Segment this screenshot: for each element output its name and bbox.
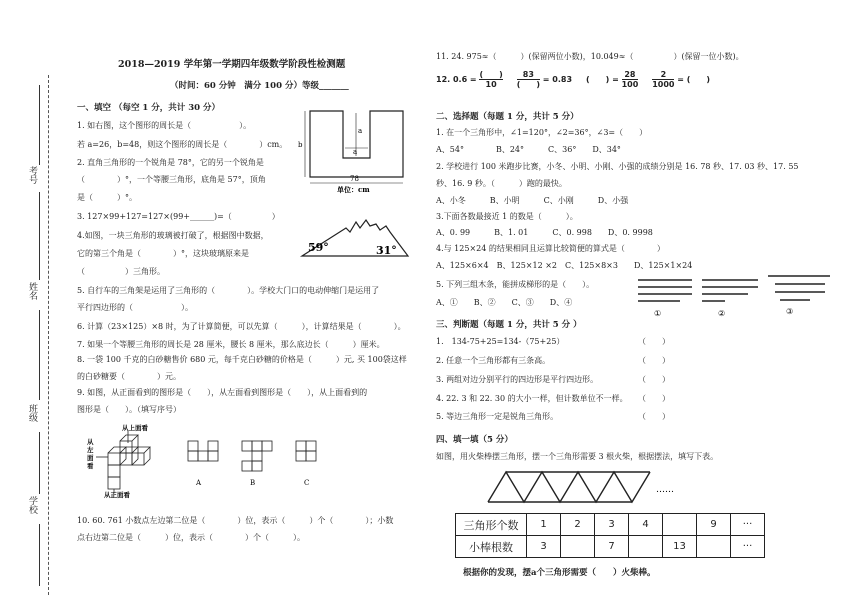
fig3-option-c: C <box>304 479 310 487</box>
q11-line: 11. 24. 975≈（ ）(保留两位小数)，10.049≈（ ）(保留一位小数)。 <box>436 52 744 61</box>
section-4-title: 四、填一填（5 分） <box>436 435 513 445</box>
s5-options: A、① B、② C、③ D、④ <box>436 298 573 307</box>
table-row2-label: 小棒根数 <box>456 536 527 558</box>
fig1-unit-label: 单位：cm <box>337 185 370 194</box>
table-row <box>456 514 765 536</box>
matchstick-triangles <box>480 466 680 508</box>
s1-question: 1. 在一个三角形中，∠1=120°，∠2=36°，∠3=（ ） <box>436 128 648 137</box>
q12-b-num: 83 <box>517 70 540 80</box>
q10-line1: 10. 60. 761 小数点左边第二位是（ ）位，表示（ ）个（ ）；小数 <box>77 516 394 525</box>
stick-group-1-label: ① <box>654 309 662 318</box>
matchstick-ellipsis: …… <box>656 485 674 495</box>
q12-c-left: ( ) = <box>585 75 619 84</box>
fig1-width-label: 78 <box>350 175 359 183</box>
q2-line3: 是（ ）°。 <box>77 193 137 202</box>
j1-answer-box: （ ） <box>638 337 670 346</box>
q4-line2: 它的第三个角是（ ）°，这块玻璃原来是 <box>77 249 249 258</box>
label-kaohao: 考号 <box>27 166 37 184</box>
j1-statement: 1. 134-75+25=134-（75+25） <box>436 337 565 346</box>
q7-line: 7. 如果一个等腰三角形的周长是 28 厘米，腰长 8 厘米，那么底边长（ ）厘米。 <box>77 340 385 349</box>
q2-line2: （ ）°，一个等腰三角形，底角是 57°，顶角 <box>77 175 266 184</box>
q4-line3: （ ）三角形。 <box>77 267 165 276</box>
table-cell: 3 <box>595 514 629 536</box>
table-cell: 7 <box>595 536 629 558</box>
s3-question: 3.下面各数最接近 1 的数是（ ）。 <box>436 212 578 221</box>
fig1-a-top-label: a <box>358 127 363 135</box>
xingming-line <box>39 310 40 400</box>
fig3-option-a: A <box>196 479 202 487</box>
j2-statement: 2. 任意一个三角形都有三条高。 <box>436 356 551 365</box>
exam-subtitle: （时间：60 分钟 满分 100 分）等级_______ <box>170 81 349 91</box>
table-cell: 13 <box>663 536 697 558</box>
q3-line: 3. 127×99+127=127×(99+______)=（ ） <box>77 212 280 221</box>
table-cell: ··· <box>731 514 765 536</box>
s5-question: 5. 下列三组木条，能拼成梯形的是（ ）。 <box>436 280 595 289</box>
binding-dash-line <box>48 75 49 595</box>
q9-line2: 图形是（ ）。（填写序号） <box>77 405 181 414</box>
label-banji: 班级 <box>27 404 37 422</box>
fig3-left1: 从 <box>87 438 94 446</box>
q9-line1: 9. 如图，从正面看到的图形是（ ），从左面看到图形是（ ），从上面看到的 <box>77 388 368 397</box>
q12-c-fraction <box>622 70 639 89</box>
q12-d-tail: = ( ) <box>677 75 711 84</box>
j4-statement: 4. 22. 3 和 22. 30 的大小一样，但计数单位不一样。 <box>436 394 628 403</box>
fig2-angle2: 31° <box>376 244 397 257</box>
q12-d-den: 1000 <box>652 80 675 89</box>
table-cell: ··· <box>731 536 765 558</box>
j5-answer-box: （ ） <box>638 412 670 421</box>
section-1-title: 一、填空 （每空 1 分，共计 30 分） <box>77 103 221 113</box>
figure-cube-views <box>84 419 324 499</box>
section-3-title: 三、判断题（每题 1 分，共计 5 分 ） <box>436 320 582 330</box>
j4-answer-box: （ ） <box>638 394 670 403</box>
table-cell: 3 <box>527 536 561 558</box>
fig3-left4: 看 <box>87 462 94 470</box>
j3-statement: 3. 两组对边分别平行的四边形是平行四边形。 <box>436 375 599 384</box>
exam-title: 2018—2019 学年第一学期四年级数学阶段性检测题 <box>118 59 346 70</box>
fig1-b-label: b <box>298 141 303 149</box>
table-row <box>456 536 765 558</box>
q12-label: 12. <box>436 75 451 84</box>
q12-d-num: 2 <box>652 70 674 80</box>
xuexiao-line <box>39 524 40 586</box>
stick-group-3-label: ③ <box>786 307 794 316</box>
q12-d-fraction <box>652 70 674 89</box>
q12-b-tail: = 0.83 <box>542 75 573 84</box>
q12-c-num: 28 <box>622 70 639 80</box>
matchstick-table <box>455 513 765 558</box>
section-4-prompt: 如图，用火柴棒摆三角形，摆一个三角形需要 3 根火柴，根据摆法，填写下表。 <box>436 452 719 461</box>
j5-statement: 5. 等边三角形一定是锐角三角形。 <box>436 412 559 421</box>
fig1-a-mid-label: a <box>353 148 358 156</box>
q2-line1: 2. 直角三角形的一个锐角是 78°，它的另一个锐角是 <box>77 158 264 167</box>
fig3-front-label: 从正面看 <box>104 491 130 499</box>
table-cell-blank[interactable] <box>697 536 731 558</box>
s4-question: 4.与 125×24 的结果相同且运算比较简便的算式是（ ） <box>436 244 665 253</box>
fig3-top-label: 从上面看 <box>122 424 148 432</box>
figure-broken-triangle <box>298 214 413 260</box>
fig3-left2: 左 <box>87 446 94 454</box>
table-cell: 1 <box>527 514 561 536</box>
table-cell-blank[interactable] <box>561 536 595 558</box>
kaohao-line-2 <box>39 192 40 280</box>
q12-a-left: 0.6 = <box>452 75 477 84</box>
q4-line1: 4.如图，一块三角形的玻璃被打破了，根据图中数据， <box>77 231 269 240</box>
section-2-title: 二、选择题（每题 1 分，共计 5 分） <box>436 112 579 122</box>
table-cell: 4 <box>629 514 663 536</box>
label-xuexiao: 学校 <box>27 496 37 514</box>
j2-answer-box: （ ） <box>638 356 670 365</box>
q12-b-den: ( ) <box>516 80 540 89</box>
q8-line2: 的白砂糖要（ ）元。 <box>77 372 181 381</box>
s2-question-2: 秒、16. 9 秒。（ ）跑的最快。 <box>436 179 567 188</box>
label-xingming: 姓名 <box>27 282 37 300</box>
q12-line <box>436 70 710 89</box>
table-cell: 2 <box>561 514 595 536</box>
s2-question-1: 2. 学校进行 100 米跑步比赛，小冬、小明、小刚、小强的成绩分别是 16. 78 秒、17. 03 秒、17. 55 <box>436 162 799 171</box>
s2-options: A、小冬 B、小明 C、小刚 D、小强 <box>436 196 629 205</box>
table-cell-blank[interactable] <box>663 514 697 536</box>
q12-c-den: 100 <box>621 80 639 89</box>
q12-a-num: ( ) <box>479 70 503 79</box>
fig3-option-b: B <box>250 479 256 487</box>
q6-line: 6. 计算（23×125）×8 时，为了计算简便，可以先算（ ），计算结果是（ ）。 <box>77 322 406 331</box>
s3-options: A、0. 99 B、1. 01 C、0. 998 D、0. 9998 <box>436 228 653 237</box>
j3-answer-box: （ ） <box>638 375 670 384</box>
q10-line2: 点右边第二位是（ ）位，表示（ ）个（ ）。 <box>77 533 305 542</box>
section-4-final-question: 根据你的发现，摆a个三角形需要（ ）火柴棒。 <box>463 568 656 578</box>
table-cell-blank[interactable] <box>629 536 663 558</box>
q5-line1: 5. 自行车的三角架是运用了三角形的（ ）。学校大门口的电动伸缩门是运用了 <box>77 286 380 295</box>
table-cell: 9 <box>697 514 731 536</box>
kaohao-line <box>39 85 40 165</box>
stick-groups-figure <box>630 272 835 322</box>
fig2-angle1: 59° <box>308 241 329 254</box>
table-row1-label: 三角形个数 <box>456 514 527 536</box>
q8-line1: 8. 一袋 100 千克的白砂糖售价 680 元，每千克白砂糖的价格是（ ）元, 买 100袋这样 <box>77 355 407 364</box>
banji-line <box>39 432 40 494</box>
q12-a-fraction <box>479 70 502 89</box>
figure-u-shape <box>295 103 425 195</box>
q12-b-fraction <box>517 70 540 89</box>
s4-options: A、125×6×4 B、125×12 ×2 C、125×8×3 D、125×1×24 <box>436 261 693 270</box>
stick-group-2-label: ② <box>718 309 726 318</box>
q12-a-den: 10 <box>485 80 497 89</box>
q1-line1: 1. 如右图，这个图形的周长是（ ）。 <box>77 121 252 130</box>
q1-line2: 若 a=26，b=48，则这个图形的周长是（ ）cm。 <box>77 140 288 149</box>
q5-line2: 平行四边形的（ ）。 <box>77 303 193 312</box>
fig3-left3: 面 <box>87 454 94 462</box>
s1-options: A、54° B、24° C、36° D、34° <box>436 145 621 154</box>
